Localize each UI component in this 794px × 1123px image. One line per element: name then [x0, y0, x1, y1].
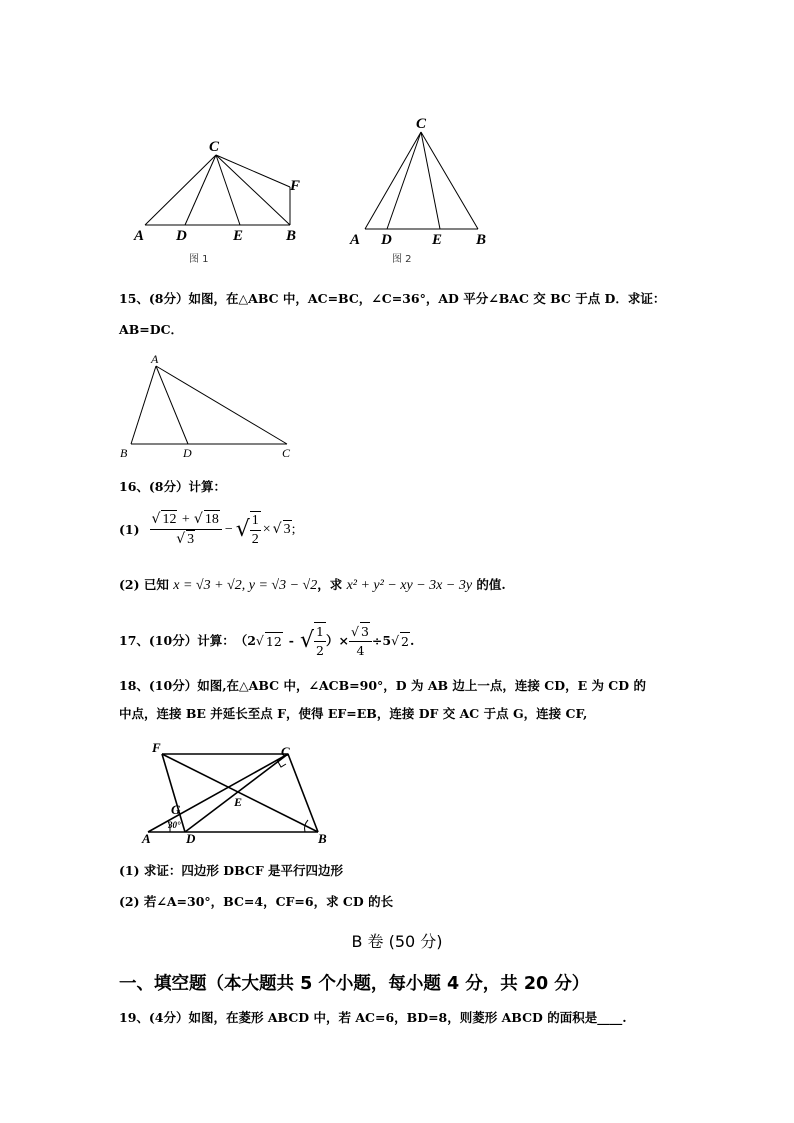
fig1-label-e: E — [233, 228, 244, 244]
q17 — [119, 622, 414, 660]
q16-part1-sqrt-half: √ $\frac{1}{2}$ — [235, 512, 259, 547]
fig1-caption: 图 1 — [189, 254, 209, 265]
fig1-label-d: D — [176, 228, 187, 244]
q15-figure — [115, 352, 305, 464]
fig1-label-f: F — [290, 178, 301, 194]
q16-part1-label: (1) — [119, 521, 140, 537]
q18-label-g: G — [171, 802, 181, 817]
fig1-label-c: C — [209, 139, 220, 155]
figure-1 — [130, 135, 310, 250]
fig1-label-b: B — [286, 228, 297, 244]
fig2-label-d: D — [381, 232, 392, 248]
fig2-label-c: C — [416, 116, 427, 132]
q15-text-line1: 15、(8分）如图，在△ABC 中，AC=BC，∠C=36°，AD 平分∠BAC 交 BC 于点 D．求证： — [119, 291, 666, 306]
fig2-caption: 图 2 — [392, 254, 412, 265]
q17-tail: . — [409, 633, 415, 648]
figure-2 — [345, 110, 495, 250]
q18-label-e: E — [234, 795, 243, 809]
section-heading-fill-in: 一、填空题（本大题共 5 个小题，每小题 4 分，共 20 分） — [119, 974, 590, 994]
fig2-label-e: E — [432, 232, 443, 248]
q18-label-c: C — [281, 744, 290, 759]
q16-part2 — [119, 576, 506, 595]
fig2-label-a: A — [350, 232, 361, 248]
q18-label-angle: 30° — [168, 820, 181, 830]
fig2-label-b: B — [476, 232, 487, 248]
q18-label-b: B — [318, 831, 327, 846]
q16-part2-expression: x² + y² − xy − 3x − 3y — [346, 578, 473, 593]
q19-text: 19、(4分）如图，在菱形 ABCD 中，若 AC=6，BD=8，则菱形 ABCD 的面积是____. — [119, 1010, 627, 1025]
q16-part2-equation: x = √3 + √2, y = √3 − √2 — [173, 578, 318, 593]
q16-part1: (1) $\frac{√ 12 + √ 18}{√ 3}$ − √ $\frac{1}{2}$ × √ 3 ; — [119, 511, 296, 547]
q16-part2-mid: ，求 — [317, 577, 343, 592]
q16-part1-fraction: $\frac{√ 12 + √ 18}{√ 3}$ — [150, 510, 222, 549]
q18-figure — [140, 738, 335, 848]
q15-label-b: B — [120, 446, 128, 460]
q18-label-d: D — [186, 831, 196, 846]
q18-text-line1: 18、(10分）如图,在△ABC 中，∠ACB=90°，D 为 AB 边上一点，连接 CD，E 为 CD 的 — [119, 678, 646, 693]
q15-text-line2: AB=DC． — [119, 322, 184, 337]
q18-label-f: F — [152, 740, 161, 755]
fig1-label-a: A — [134, 228, 145, 244]
section-b-title: B 卷 (50 分) — [351, 932, 443, 951]
q18-text-line2: 中点，连接 BE 并延长至点 F，使得 EF=EB，连接 DF 交 AC 于点 G，连接 CF, — [119, 706, 588, 721]
q18-sub2: (2) 若∠A=30°，BC=4，CF=6，求 CD 的长 — [119, 894, 394, 909]
q17-heading: 17、(10分）计算： — [119, 633, 235, 648]
q16-part2-prefix: (2) 已知 — [119, 577, 169, 592]
q16-heading: 16、(8分）计算： — [119, 479, 227, 494]
q18-label-a: A — [142, 831, 151, 846]
q17-expression: （2 √ 12 - √ $\frac{1}{2}$ ）× $\frac{√ 3}{4}$ ÷5 √ 2 — [234, 624, 409, 658]
q18-sub1: (1) 求证：四边形 DBCF 是平行四边形 — [119, 863, 344, 878]
q15-label-d: D — [183, 446, 192, 460]
q16-part2-tail: 的值. — [476, 577, 506, 592]
q15-label-a: A — [151, 352, 159, 366]
q15-label-c: C — [282, 446, 291, 460]
